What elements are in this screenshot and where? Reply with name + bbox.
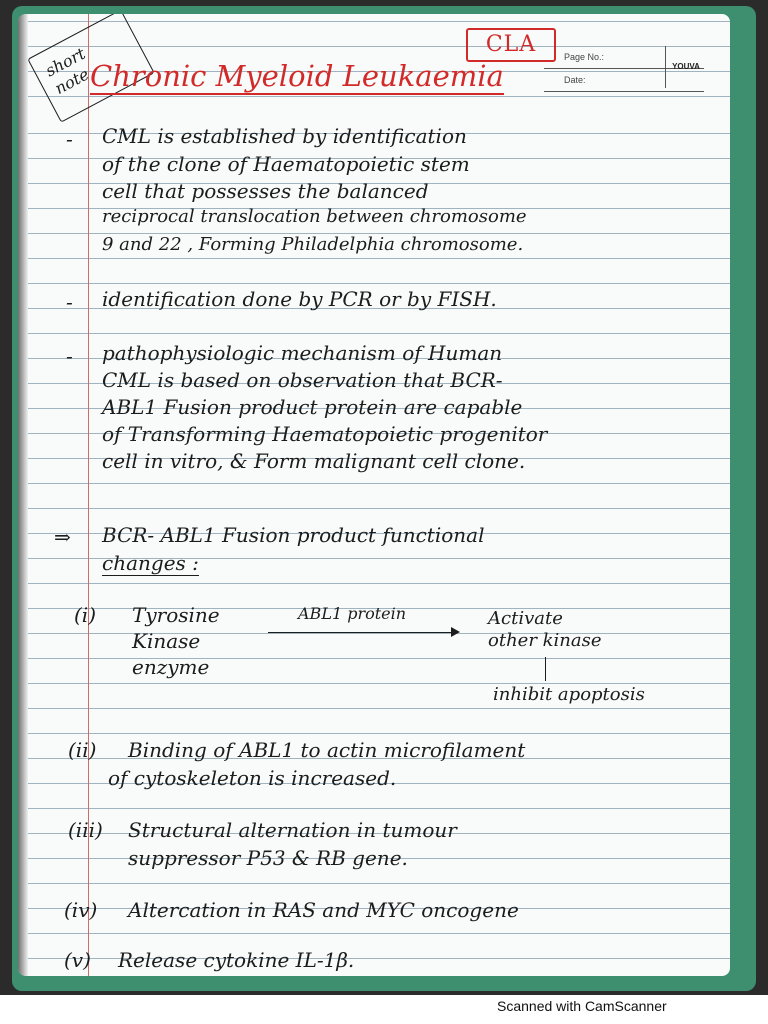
- text-line: Release cytokine IL-1β.: [118, 948, 355, 972]
- text-line: Altercation in RAS and MYC oncogene: [128, 898, 519, 922]
- text-line: Binding of ABL1 to actin microfilament: [128, 738, 526, 762]
- text-line: enzyme: [132, 655, 210, 679]
- page-meta-box: [544, 46, 704, 90]
- item-number: (ii): [68, 738, 97, 762]
- text-line: identification done by PCR or by FISH.: [102, 287, 497, 311]
- date-label: Date:: [564, 75, 586, 85]
- item-number: (iii): [68, 818, 103, 842]
- section-arrow-icon: ⇒: [54, 525, 71, 549]
- text-line: pathophysiologic mechanism of Human: [102, 341, 503, 365]
- text-line: CML is based on observation that BCR-: [102, 368, 503, 392]
- text-line: CML is established by identification: [102, 124, 467, 148]
- page-title: Chronic Myeloid Leukaemia: [90, 59, 504, 93]
- text-line: suppressor P53 & RB gene.: [128, 846, 408, 870]
- bullet-dash: -: [66, 290, 73, 314]
- right-arrow-icon: [268, 632, 458, 633]
- section-heading: BCR- ABL1 Fusion product functional: [102, 523, 485, 547]
- down-arrow-icon: [545, 657, 546, 681]
- text-line: ABL1 Fusion product protein are capable: [102, 395, 523, 419]
- brand-logo: YOUVA: [665, 46, 706, 88]
- text-line: Structural alternation in tumour: [128, 818, 457, 842]
- item-number: (i): [74, 603, 97, 627]
- text-line: reciprocal translocation between chromosome: [102, 206, 527, 227]
- page-no-label: Page No.:: [564, 52, 605, 62]
- text-line: other kinase: [488, 630, 602, 651]
- text-line: of cytoskeleton is increased.: [108, 766, 397, 790]
- arrow-label: ABL1 protein: [298, 604, 407, 623]
- text-line: Tyrosine: [132, 603, 220, 627]
- item-number: (iv): [64, 898, 98, 922]
- notebook-page: [18, 14, 730, 976]
- text-line: inhibit apoptosis: [493, 684, 645, 705]
- page-spine: [18, 14, 28, 976]
- item-number: (v): [64, 948, 91, 972]
- text-line: Activate: [488, 608, 563, 629]
- text-line: of Transforming Haematopoietic progenitor: [102, 422, 548, 446]
- cla-tag: CLA: [466, 28, 556, 62]
- bullet-dash: -: [66, 127, 73, 151]
- text-line: cell that possesses the balanced: [102, 179, 429, 203]
- section-heading: changes :: [102, 551, 199, 575]
- bullet-dash: -: [66, 344, 73, 368]
- text-line: 9 and 22 , Forming Philadelphia chromosome.: [102, 234, 524, 255]
- text-line: Kinase: [132, 629, 201, 653]
- short-note-text: short note: [42, 43, 93, 99]
- text-line: cell in vitro, & Form malignant cell clone.: [102, 449, 526, 473]
- text-line: of the clone of Haematopoietic stem: [102, 152, 470, 176]
- scanner-watermark: Scanned with CamScanner: [497, 998, 667, 1014]
